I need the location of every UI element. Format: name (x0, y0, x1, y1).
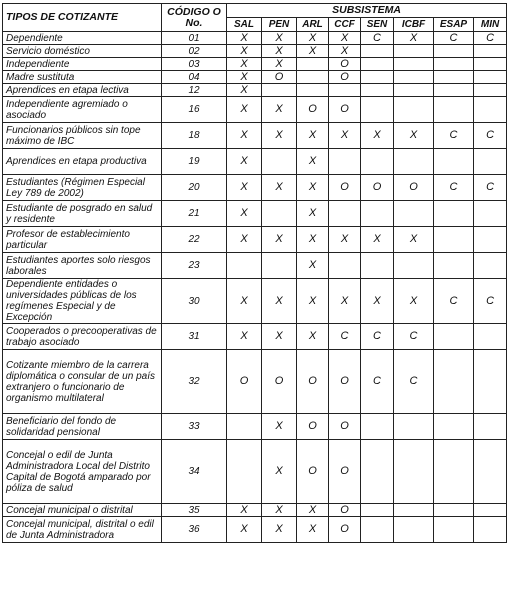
mark-cell-min (474, 45, 507, 58)
mark-cell-ccf: O (329, 517, 361, 543)
mark-cell-pen: O (262, 71, 297, 84)
mark-cell-sen: X (361, 279, 394, 324)
mark-cell-min (474, 227, 507, 253)
mark-cell-sen: C (361, 324, 394, 350)
mark-cell-pen: X (262, 97, 297, 123)
mark-cell-esap: C (434, 175, 474, 201)
mark-cell-pen: X (262, 123, 297, 149)
mark-cell-min: C (474, 175, 507, 201)
table-row (3, 414, 507, 440)
header-col-pen: PEN (262, 18, 297, 32)
codigo-cell: 31 (162, 324, 227, 350)
mark-cell-pen (262, 84, 297, 97)
tipo-cell: Concejal municipal o distrital (3, 504, 162, 517)
mark-cell-icbf (394, 71, 434, 84)
mark-cell-icbf (394, 201, 434, 227)
mark-cell-arl: O (297, 97, 329, 123)
mark-cell-icbf (394, 504, 434, 517)
table-row (3, 504, 507, 517)
mark-cell-pen: X (262, 175, 297, 201)
mark-cell-ccf: X (329, 32, 361, 45)
header-subsistema: SUBSISTEMA (227, 4, 507, 18)
mark-cell-pen: X (262, 414, 297, 440)
mark-cell-sen (361, 517, 394, 543)
mark-cell-esap: C (434, 32, 474, 45)
table-row (3, 45, 507, 58)
mark-cell-min (474, 253, 507, 279)
codigo-cell: 21 (162, 201, 227, 227)
table-row (3, 201, 507, 227)
codigo-cell: 03 (162, 58, 227, 71)
mark-cell-sen: X (361, 227, 394, 253)
mark-cell-esap (434, 97, 474, 123)
tipo-cell: Funcionarios públicos sin tope máximo de IBC (3, 123, 162, 149)
tipo-cell: Estudiante de posgrado en salud y residente (3, 201, 162, 227)
tipo-cell: Cooperados o precooperativas de trabajo asociado (3, 324, 162, 350)
mark-cell-sen (361, 253, 394, 279)
mark-cell-esap (434, 58, 474, 71)
mark-cell-ccf: O (329, 175, 361, 201)
mark-cell-sal: X (227, 71, 262, 84)
mark-cell-arl: X (297, 32, 329, 45)
mark-cell-sal: X (227, 227, 262, 253)
tipo-cell: Dependiente (3, 32, 162, 45)
codigo-cell: 01 (162, 32, 227, 45)
mark-cell-sal: X (227, 279, 262, 324)
codigo-cell: 19 (162, 149, 227, 175)
mark-cell-icbf: X (394, 227, 434, 253)
mark-cell-ccf: O (329, 58, 361, 71)
mark-cell-ccf: X (329, 45, 361, 58)
mark-cell-esap (434, 517, 474, 543)
mark-cell-icbf (394, 414, 434, 440)
mark-cell-esap (434, 504, 474, 517)
mark-cell-arl (297, 84, 329, 97)
codigo-cell: 34 (162, 440, 227, 504)
mark-cell-icbf (394, 84, 434, 97)
header-col-icbf: ICBF (394, 18, 434, 32)
mark-cell-min: C (474, 32, 507, 45)
mark-cell-esap: C (434, 279, 474, 324)
mark-cell-ccf (329, 253, 361, 279)
mark-cell-ccf (329, 201, 361, 227)
mark-cell-sen (361, 71, 394, 84)
codigo-cell: 32 (162, 350, 227, 414)
mark-cell-icbf: C (394, 324, 434, 350)
mark-cell-ccf: O (329, 440, 361, 504)
mark-cell-min (474, 149, 507, 175)
mark-cell-sal: O (227, 350, 262, 414)
mark-cell-esap (434, 440, 474, 504)
mark-cell-pen (262, 149, 297, 175)
mark-cell-icbf (394, 517, 434, 543)
mark-cell-icbf: X (394, 32, 434, 45)
mark-cell-arl: X (297, 504, 329, 517)
mark-cell-sal: X (227, 504, 262, 517)
mark-cell-sen (361, 45, 394, 58)
mark-cell-sal (227, 414, 262, 440)
mark-cell-min (474, 97, 507, 123)
mark-cell-esap (434, 350, 474, 414)
mark-cell-sal: X (227, 84, 262, 97)
mark-cell-pen: X (262, 517, 297, 543)
mark-cell-esap (434, 84, 474, 97)
mark-cell-ccf: X (329, 227, 361, 253)
mark-cell-esap (434, 253, 474, 279)
cotizantes-table (2, 3, 507, 543)
mark-cell-pen: X (262, 440, 297, 504)
tipo-cell: Estudiantes aportes solo riesgos laborales (3, 253, 162, 279)
mark-cell-ccf: O (329, 414, 361, 440)
mark-cell-arl: O (297, 350, 329, 414)
tipo-cell: Dependiente entidades o universidades públicas de los regímenes Especial y de Excepción (3, 279, 162, 324)
mark-cell-pen: O (262, 350, 297, 414)
mark-cell-pen: X (262, 324, 297, 350)
codigo-cell: 35 (162, 504, 227, 517)
mark-cell-sal: X (227, 201, 262, 227)
mark-cell-pen: X (262, 279, 297, 324)
mark-cell-min (474, 324, 507, 350)
mark-cell-min (474, 201, 507, 227)
tipo-cell: Cotizante miembro de la carrera diplomática o consular de un país extranjero o funcionario de organismo multilateral (3, 350, 162, 414)
tipo-cell: Concejal o edil de Junta Administradora Local del Distrito Capital de Bogotá amparado por póliza de salud (3, 440, 162, 504)
mark-cell-icbf: X (394, 123, 434, 149)
tipo-cell: Independiente agremiado o asociado (3, 97, 162, 123)
header-col-arl: ARL (297, 18, 329, 32)
tipo-cell: Independiente (3, 58, 162, 71)
mark-cell-pen: X (262, 504, 297, 517)
mark-cell-ccf: C (329, 324, 361, 350)
header-col-sen: SEN (361, 18, 394, 32)
tipo-cell: Servicio doméstico (3, 45, 162, 58)
mark-cell-sen (361, 58, 394, 71)
mark-cell-pen (262, 201, 297, 227)
table-row (3, 71, 507, 84)
mark-cell-sen: X (361, 123, 394, 149)
tipo-cell: Profesor de establecimiento particular (3, 227, 162, 253)
mark-cell-sal: X (227, 175, 262, 201)
mark-cell-pen: X (262, 32, 297, 45)
mark-cell-esap (434, 201, 474, 227)
mark-cell-min: C (474, 279, 507, 324)
mark-cell-sen: C (361, 32, 394, 45)
mark-cell-icbf (394, 440, 434, 504)
mark-cell-arl (297, 71, 329, 84)
mark-cell-ccf: X (329, 123, 361, 149)
mark-cell-icbf: O (394, 175, 434, 201)
mark-cell-sal: X (227, 517, 262, 543)
mark-cell-sen (361, 414, 394, 440)
table-row (3, 149, 507, 175)
header-codigo: CÓDIGO O No. (162, 4, 227, 32)
tipo-cell: Beneficiario del fondo de solidaridad pensional (3, 414, 162, 440)
mark-cell-ccf (329, 84, 361, 97)
mark-cell-arl: X (297, 201, 329, 227)
mark-cell-esap (434, 324, 474, 350)
mark-cell-sal: X (227, 123, 262, 149)
codigo-cell: 02 (162, 45, 227, 58)
mark-cell-esap (434, 45, 474, 58)
mark-cell-icbf: C (394, 350, 434, 414)
tipo-cell: Aprendices en etapa productiva (3, 149, 162, 175)
codigo-cell: 12 (162, 84, 227, 97)
mark-cell-ccf: O (329, 97, 361, 123)
mark-cell-min (474, 350, 507, 414)
mark-cell-esap (434, 71, 474, 84)
header-col-min: MIN (474, 18, 507, 32)
mark-cell-min (474, 71, 507, 84)
mark-cell-sal: X (227, 45, 262, 58)
mark-cell-arl: X (297, 45, 329, 58)
mark-cell-ccf (329, 149, 361, 175)
mark-cell-sen (361, 201, 394, 227)
mark-cell-sen (361, 84, 394, 97)
mark-cell-esap (434, 149, 474, 175)
tipo-cell: Aprendices en etapa lectiva (3, 84, 162, 97)
mark-cell-min (474, 440, 507, 504)
mark-cell-ccf: O (329, 504, 361, 517)
mark-cell-pen (262, 253, 297, 279)
mark-cell-esap (434, 227, 474, 253)
table-row (3, 97, 507, 123)
mark-cell-min (474, 414, 507, 440)
codigo-cell: 20 (162, 175, 227, 201)
mark-cell-arl: X (297, 149, 329, 175)
codigo-cell: 16 (162, 97, 227, 123)
mark-cell-sal: X (227, 32, 262, 45)
mark-cell-sal (227, 253, 262, 279)
mark-cell-min: C (474, 123, 507, 149)
table-row (3, 227, 507, 253)
tipo-cell: Concejal municipal, distrital o edil de Junta Administradora (3, 517, 162, 543)
mark-cell-min (474, 84, 507, 97)
table-row (3, 440, 507, 504)
header-col-sal: SAL (227, 18, 262, 32)
mark-cell-arl: O (297, 440, 329, 504)
mark-cell-sen (361, 97, 394, 123)
table-row (3, 32, 507, 45)
table-row (3, 123, 507, 149)
mark-cell-icbf (394, 97, 434, 123)
mark-cell-esap: C (434, 123, 474, 149)
codigo-cell: 22 (162, 227, 227, 253)
mark-cell-icbf: X (394, 279, 434, 324)
header-tipos: TIPOS DE COTIZANTE (3, 4, 162, 32)
mark-cell-min (474, 517, 507, 543)
mark-cell-min (474, 504, 507, 517)
mark-cell-arl: X (297, 253, 329, 279)
tipo-cell: Estudiantes (Régimen Especial Ley 789 de 2002) (3, 175, 162, 201)
mark-cell-sen (361, 504, 394, 517)
mark-cell-sen (361, 149, 394, 175)
mark-cell-arl: X (297, 123, 329, 149)
mark-cell-min (474, 58, 507, 71)
header-col-ccf: CCF (329, 18, 361, 32)
codigo-cell: 23 (162, 253, 227, 279)
table-row (3, 350, 507, 414)
codigo-cell: 04 (162, 71, 227, 84)
mark-cell-icbf (394, 45, 434, 58)
mark-cell-arl: X (297, 324, 329, 350)
mark-cell-arl: X (297, 517, 329, 543)
table-row (3, 517, 507, 543)
mark-cell-pen: X (262, 227, 297, 253)
header-col-esap: ESAP (434, 18, 474, 32)
table-row (3, 175, 507, 201)
mark-cell-icbf (394, 58, 434, 71)
mark-cell-arl: X (297, 175, 329, 201)
codigo-cell: 30 (162, 279, 227, 324)
table-row (3, 84, 507, 97)
mark-cell-ccf: O (329, 71, 361, 84)
table-row (3, 253, 507, 279)
mark-cell-sen: C (361, 350, 394, 414)
tipo-cell: Madre sustituta (3, 71, 162, 84)
codigo-cell: 36 (162, 517, 227, 543)
mark-cell-sal (227, 440, 262, 504)
mark-cell-pen: X (262, 45, 297, 58)
table-row (3, 58, 507, 71)
mark-cell-ccf: X (329, 279, 361, 324)
mark-cell-arl: X (297, 279, 329, 324)
mark-cell-sal: X (227, 97, 262, 123)
table-row (3, 324, 507, 350)
mark-cell-ccf: O (329, 350, 361, 414)
mark-cell-sal: X (227, 149, 262, 175)
mark-cell-sen: O (361, 175, 394, 201)
mark-cell-icbf (394, 149, 434, 175)
mark-cell-sal: X (227, 324, 262, 350)
mark-cell-arl (297, 58, 329, 71)
codigo-cell: 33 (162, 414, 227, 440)
mark-cell-sen (361, 440, 394, 504)
table-row (3, 279, 507, 324)
mark-cell-arl: X (297, 227, 329, 253)
mark-cell-pen: X (262, 58, 297, 71)
mark-cell-arl: O (297, 414, 329, 440)
codigo-cell: 18 (162, 123, 227, 149)
mark-cell-icbf (394, 253, 434, 279)
mark-cell-esap (434, 414, 474, 440)
mark-cell-sal: X (227, 58, 262, 71)
